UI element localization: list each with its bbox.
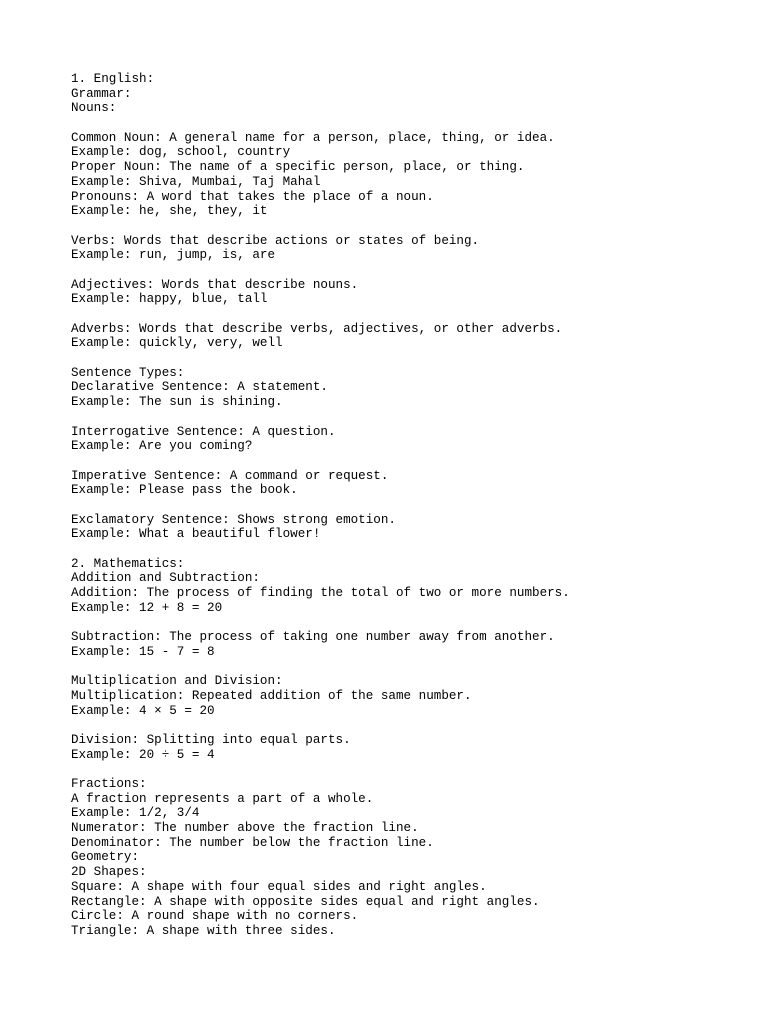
definition-line: Square: A shape with four equal sides and right angles. — [71, 879, 487, 894]
blank-line — [71, 351, 731, 366]
example-line: Example: Please pass the book. — [71, 483, 298, 498]
subheading: Sentence Types: — [71, 365, 185, 380]
example-line: Example: Shiva, Mumbai, Taj Mahal — [71, 174, 321, 189]
section-heading: 2. Mathematics: — [71, 556, 185, 571]
definition-line: Imperative Sentence: A command or request. — [71, 468, 389, 483]
example-line: Example: 4 × 5 = 20 — [71, 703, 215, 718]
subheading: Grammar: — [71, 86, 132, 101]
blank-line — [71, 660, 731, 675]
example-line: Example: What a beautiful flower! — [71, 527, 321, 542]
blank-line — [71, 410, 731, 425]
definition-line: Circle: A round shape with no corners. — [71, 909, 359, 924]
subheading: 2D Shapes: — [71, 865, 147, 880]
subheading: Geometry: — [71, 850, 140, 865]
example-line: Example: 12 + 8 = 20 — [71, 600, 223, 615]
example-line: Example: 1/2, 3/4 — [71, 806, 200, 821]
definition-line: Multiplication: Repeated addition of the same number. — [71, 688, 472, 703]
example-line: Example: The sun is shining. — [71, 395, 283, 410]
definition-line: Division: Splitting into equal parts. — [71, 732, 351, 747]
example-line: Example: 15 - 7 = 8 — [71, 644, 215, 659]
definition-line: Verbs: Words that describe actions or states of being. — [71, 233, 480, 248]
blank-line — [71, 718, 731, 733]
subheading: Nouns: — [71, 101, 117, 116]
definition-line: Rectangle: A shape with opposite sides equal and right angles. — [71, 894, 540, 909]
blank-line — [71, 762, 731, 777]
example-line: Example: dog, school, country — [71, 145, 291, 160]
example-line: Example: quickly, very, well — [71, 336, 283, 351]
subheading: Addition and Subtraction: — [71, 571, 260, 586]
subheading: Multiplication and Division: — [71, 674, 283, 689]
document-body — [71, 72, 731, 939]
definition-line: A fraction represents a part of a whole. — [71, 791, 374, 806]
blank-line — [71, 307, 731, 322]
blank-line — [71, 498, 731, 513]
definition-line: Denominator: The number below the fraction line. — [71, 835, 434, 850]
definition-line: Numerator: The number above the fraction line. — [71, 821, 419, 836]
definition-line: Subtraction: The process of taking one number away from another. — [71, 630, 555, 645]
definition-line: Interrogative Sentence: A question. — [71, 424, 336, 439]
definition-line: Common Noun: A general name for a person, place, thing, or idea. — [71, 130, 555, 145]
blank-line — [71, 454, 731, 469]
definition-line: Adverbs: Words that describe verbs, adjectives, or other adverbs. — [71, 321, 563, 336]
example-line: Example: Are you coming? — [71, 439, 253, 454]
blank-line — [71, 219, 731, 234]
blank-line — [71, 116, 731, 131]
blank-line — [71, 615, 731, 630]
definition-line: Pronouns: A word that takes the place of a noun. — [71, 189, 434, 204]
section-heading: 1. English: — [71, 72, 155, 86]
definition-line: Addition: The process of finding the total of two or more numbers. — [71, 586, 570, 601]
blank-line — [71, 542, 731, 557]
definition-line: Proper Noun: The name of a specific person, place, or thing. — [71, 160, 525, 175]
definition-line: Adjectives: Words that describe nouns. — [71, 277, 359, 292]
example-line: Example: he, she, they, it — [71, 204, 268, 219]
subheading: Fractions: — [71, 777, 147, 791]
definition-line: Declarative Sentence: A statement. — [71, 380, 328, 395]
example-line: Example: happy, blue, tall — [71, 292, 268, 307]
example-line: Example: run, jump, is, are — [71, 248, 276, 263]
example-line: Example: 20 ÷ 5 = 4 — [71, 747, 215, 762]
blank-line — [71, 263, 731, 278]
definition-line: Triangle: A shape with three sides. — [71, 923, 336, 938]
definition-line: Exclamatory Sentence: Shows strong emotion. — [71, 512, 396, 527]
